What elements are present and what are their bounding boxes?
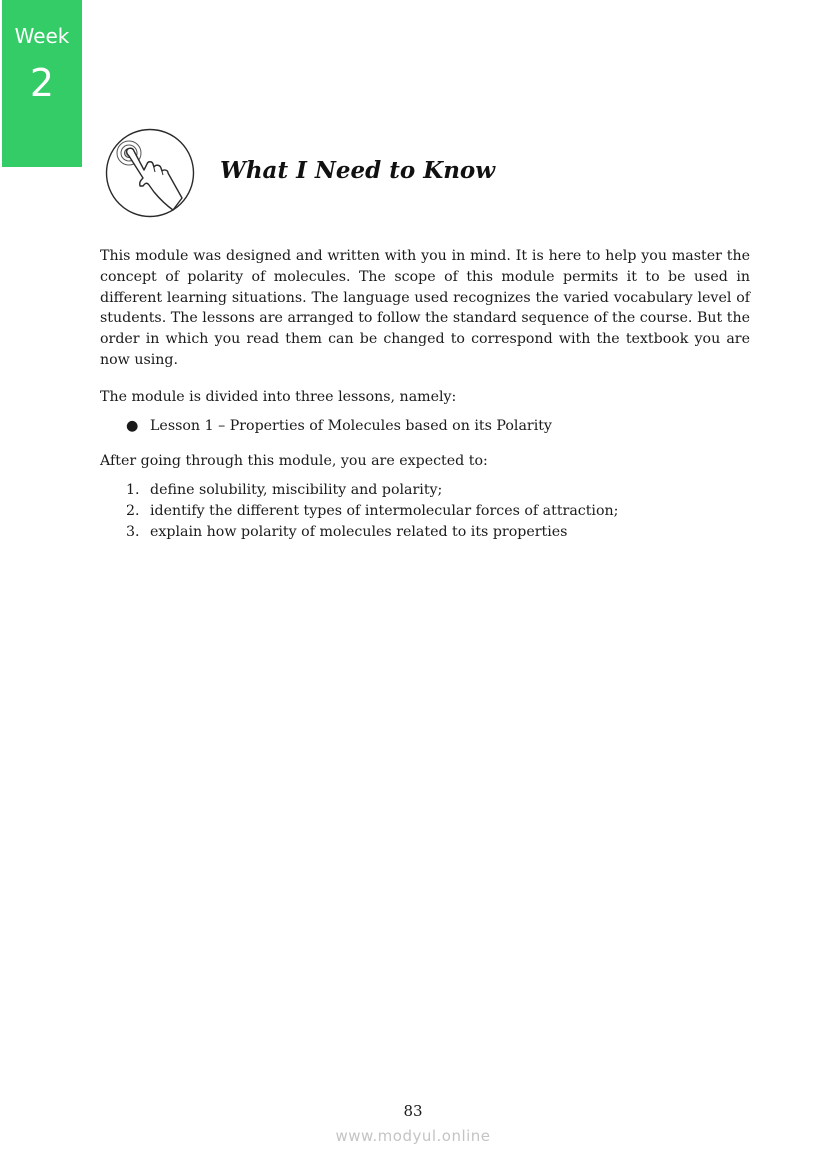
objectives-intro: After going through this module, you are expected to:	[100, 453, 488, 470]
objectives-list	[100, 480, 750, 542]
objective-text: define solubility, miscibility and polarity;	[150, 482, 443, 499]
objective-text: identify the different types of intermolecular forces of attraction;	[150, 502, 619, 519]
objective-number: 3.	[126, 523, 140, 540]
touch-hand-icon	[105, 128, 195, 218]
watermark: www.modyul.online	[335, 1127, 491, 1145]
objective-item	[100, 480, 750, 501]
lessons-intro: The module is divided into three lessons, namely:	[100, 388, 457, 405]
section-title: What I Need to Know	[220, 157, 496, 184]
objective-item	[100, 501, 750, 522]
objective-item	[100, 522, 750, 543]
bullet-icon: ●	[126, 417, 139, 434]
week-label: Week	[14, 24, 70, 48]
week-tab	[2, 0, 82, 167]
lesson-list	[100, 416, 750, 437]
intro-paragraph: This module was designed and written with you in mind. It is here to help you master the concept of polarity of molecules. The scope of this module permits it to be used in different learning situations. The language used recognizes the varied vocabulary level of students. The lessons are arranged to follow the standard sequence of the course. But the order in which you read them can be changed to correspond with the textbook you are now using.	[100, 248, 750, 368]
lesson-text: Lesson 1 – Properties of Molecules based on its Polarity	[150, 417, 552, 434]
page-number: 83	[403, 1102, 423, 1120]
week-number: 2	[29, 61, 55, 105]
objective-text: explain how polarity of molecules related to its properties	[150, 523, 568, 540]
module-content	[100, 246, 750, 543]
objective-number: 1.	[126, 482, 140, 499]
lesson-item	[100, 416, 750, 437]
objective-number: 2.	[126, 502, 140, 519]
